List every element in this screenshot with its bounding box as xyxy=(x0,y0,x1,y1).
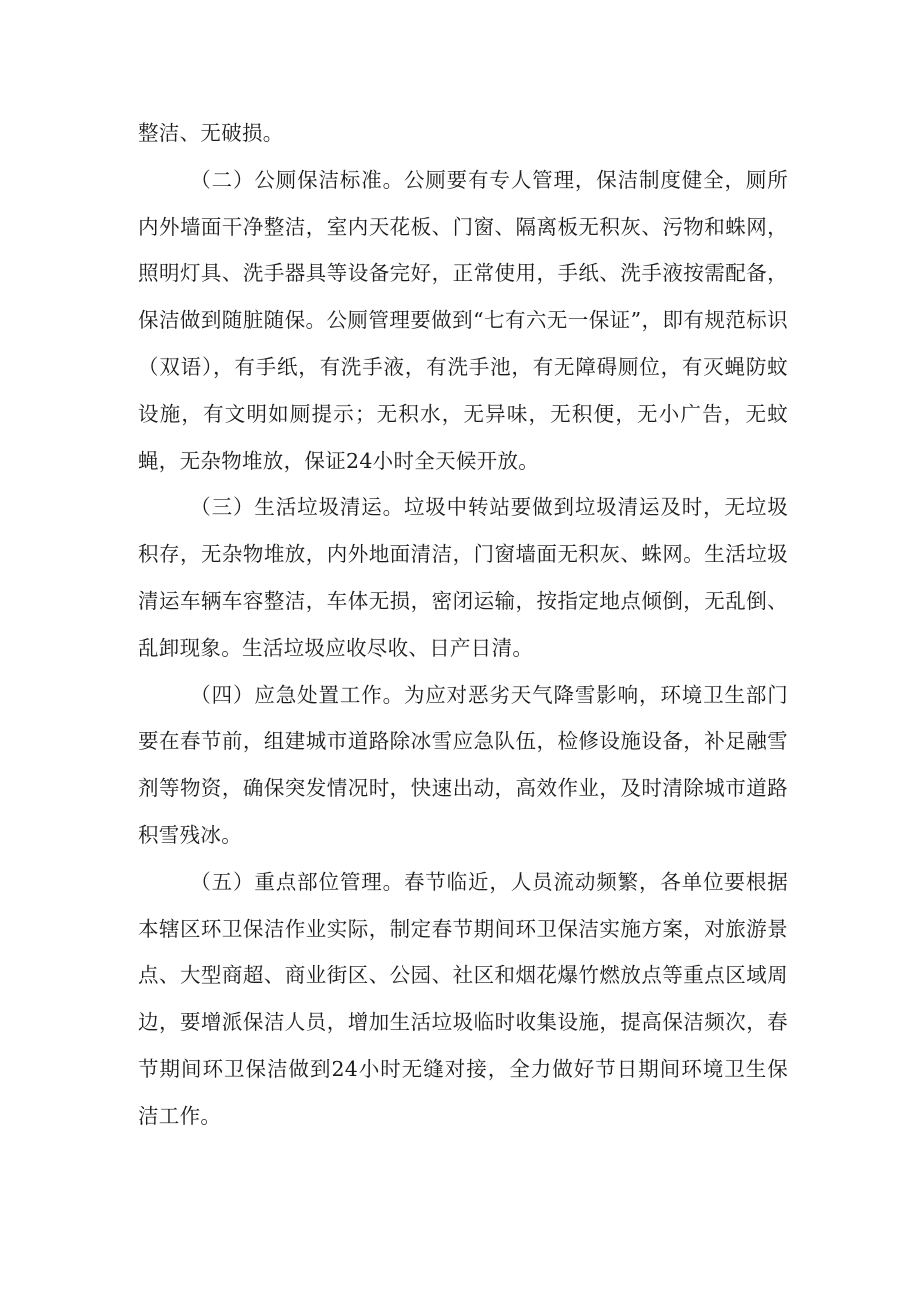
paragraph-garbage-collection: （三）生活垃圾清运。垃圾中转站要做到垃圾清运及时，无垃圾积存，无杂物堆放，内外地面清洁，门窗墙面无积灰、蛛网。生活垃圾清运车辆车容整洁，车体无损，密闭运输，按指定地点倾倒，无乱倒、乱卸现象。生活垃圾应收尽收、日产日清。 xyxy=(138,495,788,660)
paragraph-emergency-response: （四）应急处置工作。为应对恶劣天气降雪影响，环境卫生部门要在春节前，组建城市道路除冰雪应急队伍，检修设施设备，补足融雪剂等物资，确保突发情况时，快速出动，高效作业，及时清除城市道路积雪残冰。 xyxy=(138,682,788,847)
paragraph-key-area-management: （五）重点部位管理。春节临近，人员流动频繁，各单位要根据本辖区环卫保洁作业实际，制定春节期间环卫保洁实施方案，对旅游景点、大型商超、商业街区、公园、社区和烟花爆竹燃放点等重点区域周边，要增派保洁人员，增加生活垃圾临时收集设施，提高保洁频次，春节期间环卫保洁做到24小时无缝对接，全力做好节日期间环境卫生保洁工作。 xyxy=(138,869,788,1128)
paragraph-continuation: 整洁、无破损。 xyxy=(138,121,284,145)
document-body xyxy=(138,110,788,1140)
paragraph-public-toilet-standard: （二）公厕保洁标准。公厕要有专人管理，保洁制度健全，厕所内外墙面干净整洁，室内天花板、门窗、隔离板无积灰、污物和蛛网，照明灯具、洗手器具等设备完好，正常使用，手纸、洗手液按需配备，保洁做到随脏随保。公厕管理要做到“七有六无一保证”，即有规范标识（双语），有手纸，有洗手液，有洗手池，有无障碍厕位，有灭蝇防蚊设施，有文明如厕提示；无积水，无异味，无积便，无小广告，无蚊蝇，无杂物堆放，保证24小时全天候开放。 xyxy=(138,167,788,473)
